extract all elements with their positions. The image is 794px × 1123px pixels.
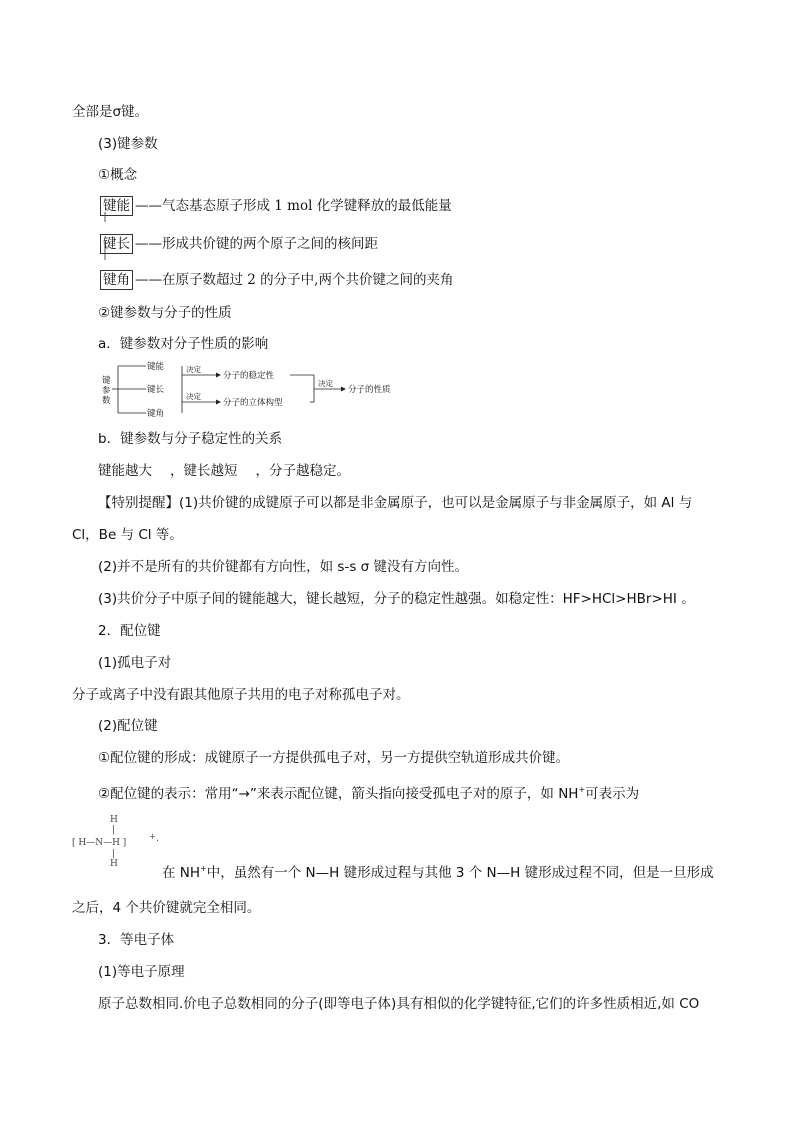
root-char: 键: [102, 376, 111, 386]
section-heading: 2．配位键: [98, 623, 161, 639]
subsection-heading: ②键参数与分子的性质: [98, 305, 232, 321]
concept-row-bond-angle: [100, 270, 453, 290]
subsection-heading: (1)孤电子对: [98, 655, 172, 671]
blank-answer: ，键长越短: [170, 463, 238, 479]
section-heading: 3．等电子体: [98, 932, 175, 948]
diagram-item: 键长: [147, 385, 165, 395]
subsection-heading: ①概念: [98, 167, 138, 183]
item-heading: a．键参数对分子性质的影响: [98, 336, 269, 352]
note-line: (3)共价分子中原子间的键能越大，键长越短，分子的稳定性越强。如稳定性：HF>HCl>HBr>HI 。: [98, 591, 695, 607]
text-line: [98, 781, 639, 803]
concept-row-bond-energy: [100, 196, 452, 216]
term-desc: ——气态基态原子形成 1 mol 化学键释放的最低能量: [135, 198, 452, 214]
dot: .: [156, 834, 159, 844]
subsection-heading: (1)等电子原理: [98, 964, 185, 980]
stability-label: 分子的稳定性: [223, 371, 275, 381]
text-line: [98, 462, 350, 480]
superscript: +: [578, 785, 586, 794]
concept-row-bond-length: [100, 234, 378, 254]
note-line: 【特别提醒】(1)共价键的成键原子可以都是非金属原子，也可以是金属原子与非金属原子，如 Al 与: [98, 495, 693, 511]
structure-label: 分子的立体构型: [223, 398, 283, 408]
diagram-item: 键角: [147, 409, 165, 419]
property-label: 分子的性质: [348, 385, 391, 395]
decide-label: 决定: [318, 379, 333, 388]
blank-answer: 键能越大: [98, 463, 152, 479]
bond: |: [112, 825, 116, 835]
text-part: 中，虽然有一个 N—H 键形成过程与其他 3 个 N—H 键形成过程不同，但是一旦形成: [206, 865, 714, 881]
ammonium-lewis-structure: [72, 815, 172, 873]
text-tail: ，分子越稳定。: [255, 463, 350, 479]
diagram-item: 键能: [147, 362, 165, 372]
text-line: 分子或离子中没有跟其他原子共用的电子对称孤电子对。: [72, 687, 410, 703]
h-atom: H: [110, 815, 118, 825]
lewis-row: [ H—N—H ]: [72, 838, 127, 848]
subsection-heading: (2)配位键: [98, 718, 158, 734]
text-part: 在 NH: [162, 865, 201, 881]
text-part: 可表示为: [585, 786, 640, 802]
bond: |: [112, 849, 116, 859]
root-char: 参: [102, 386, 111, 396]
term-box: 键长: [100, 234, 133, 254]
text-part: ②配位键的表示：常用“→”来表示配位键，箭头指向接受孤电子对的原子，如 NH: [98, 786, 579, 802]
note-line: (2)并不是所有的共价键都有方向性，如 s-s σ 键没有方向性。: [98, 559, 468, 575]
text-line: 之后，4 个共价键就完全相同。: [72, 900, 261, 916]
bond-parameter-diagram: [100, 358, 410, 422]
charge: +: [149, 832, 156, 841]
item-heading: b．键参数与分子稳定性的关系: [98, 431, 283, 447]
term-desc: ——在原子数超过 2 的分子中,两个共价键之间的夹角: [135, 272, 454, 288]
root-char: 数: [102, 396, 111, 406]
text-line: ①配位键的形成：成键原子一方提供孤电子对，另一方提供空轨道形成共价键。: [98, 750, 570, 766]
term-box: 键角: [100, 270, 133, 290]
text-line: 原子总数相同.价电子总数相同的分子(即等电子体)具有相似的化学键特征,它们的许多性质相近,如 CO: [98, 996, 700, 1012]
term-box: 键能: [100, 196, 133, 216]
section-heading: (3)键参数: [98, 136, 158, 152]
superscript: +: [200, 864, 207, 873]
text-line: 全部是σ键。: [72, 104, 149, 120]
text-line: [162, 860, 714, 882]
term-desc: ——形成共价键的两个原子之间的核间距: [135, 236, 378, 252]
decide-label: 决定: [186, 365, 201, 374]
note-line: Cl，Be 与 Cl 等。: [72, 527, 183, 543]
decide-label: 决定: [186, 392, 201, 401]
h-atom: H: [110, 859, 118, 869]
